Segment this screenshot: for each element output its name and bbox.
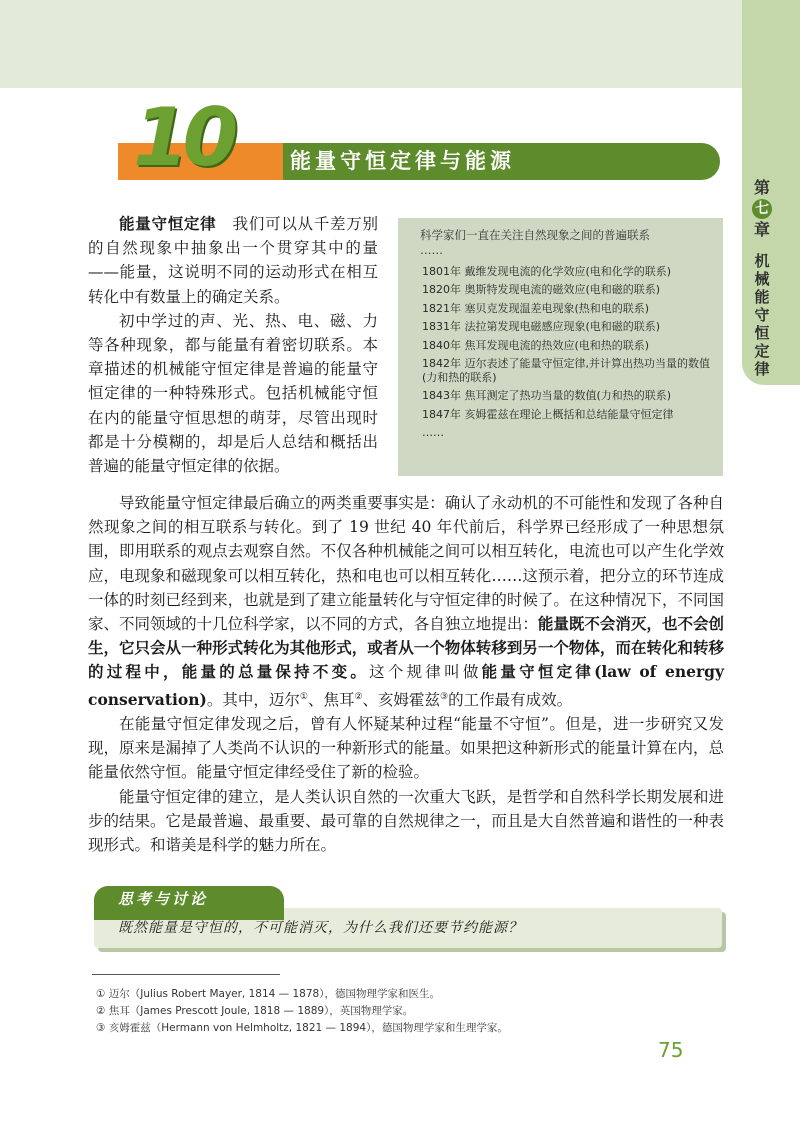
intro-paragraph-2: 初中学过的声、光、热、电、磁、力等各种现象，都与能量有着密切联系。本章描述的机械能守恒定律是普遍的能量守恒定律的一种特殊形式。包括机械能守恒在内的能量守恒思想的萌芽，尽管出现时都是十分模糊的，却是后人总结和概括出普遍的能量守恒定律的依据。 [88,311,378,476]
footnote-item: ③ 亥姆霍兹（Hermann von Helmholtz, 1821 — 1894），德国物理学家和生理学家。 [96,1022,508,1034]
main-p1-c: 。其中，迈尔 [206,690,300,709]
footnote-ref-3[interactable]: ③ [440,691,449,702]
timeline-item: 1831年 法拉第发现电磁感应现象(电和磁的联系) [422,320,661,333]
timeline-ellipsis-bottom: …… [422,426,444,439]
main-p1-e: 、亥姆霍兹 [362,690,441,709]
main-text [88,491,724,857]
side-chapter-number: 七 [752,199,772,219]
intro-paragraph-1 [88,212,378,309]
chapter-number: 10 [133,91,233,184]
page-number: 75 [658,1038,684,1062]
main-p1-b: 这个规律叫做 [369,663,482,682]
timeline-item: 1843年 焦耳测定了热功当量的数值(力和热的联系) [422,389,672,402]
main-p1-d: 、焦耳 [307,690,355,709]
timeline-heading [420,227,650,257]
timeline-item: 1801年 戴维发现电流的化学效应(电和化学的联系) [422,264,672,278]
law-term: 能量守恒定律(law of energy conservation) [88,662,724,709]
footnote-item: ② 焦耳（James Prescott Joule, 1818 — 1889），英国物理学家。 [96,1005,414,1017]
discussion-title: 思考与讨论 [118,890,209,908]
timeline-item: 1821年 塞贝克发现温差电现象(热和电的联系) [422,301,650,315]
footnote-ref-1[interactable]: ① [299,691,308,702]
main-p1-f: 的工作最有成效。 [448,690,573,709]
timeline-item: 1842年 迈尔表述了能量守恒定律,并计算出热功当量的数值(力和热的联系) [422,357,710,384]
side-chapter-label [752,178,772,240]
side-chapter-suffix: 章 [753,220,770,239]
timeline-item: 1840年 焦耳发现电流的热效应(电和热的联系) [422,338,650,352]
law-statement: 能量既不会消灭，也不会创生，它只会从一种形式转化为其他形式，或者从一个物体转移到另一个物体，而在转化和转移的过程中，能量的总量保持不变。 [88,614,724,682]
footnotes [96,986,508,1037]
timeline-list [422,262,722,442]
side-chapter-title: 机械能守恒定律 [754,252,770,378]
intro-p1-text: 我们可以从千差万别的自然现象中抽象出一个贯穿其中的量——能量，这说明不同的运动形式在相互转化中有数量上的确定关系。 [88,215,378,306]
chapter-title: 能量守恒定律与能源 [290,149,515,173]
main-paragraph-2: 在能量守恒定律发现之后，曾有人怀疑某种过程“能量不守恒”。但是，进一步研究又发现，原来是漏掉了人类尚不认识的一种新形式的能量。如果把这种新形式的能量计算在内，总能量依然守恒。能量守恒定律经受住了新的检验。 [88,714,724,782]
header-band [0,0,742,88]
discussion-question: 既然能量是守恒的，不可能消灭，为什么我们还要节约能源？ [118,920,523,936]
footnote-item: ① 迈尔（Julius Robert Mayer, 1814 — 1878），德国物理学家和医生。 [96,988,440,1000]
timeline-ellipsis-top: …… [420,243,443,257]
intro-text [88,212,378,478]
footnote-divider [92,974,280,975]
main-paragraph-3: 能量守恒定律的建立，是人类认识自然的一次重大飞跃，是哲学和自然科学长期发展和进步的结果。它是最普遍、最重要、最可靠的自然规律之一，而且是大自然普遍和谐性的一种表现形式。和谐美是科学的魅力所在。 [88,787,724,854]
main-p1-a: 导致能量守恒定律最后确立的两类重要事实是：确认了永动机的不可能性和发现了各种自然现象之间的相互联系与转化。到了 19 世纪 40 年代前后，科学界已经形成了一种思想氛围，即用联系的观点去观察自然。不仅各种机械能之间可以相互转化，电流也可以产生化学效应，电现象和磁现象可以相互转化，热和电也可以相互转化……这预示着，把分立的环节连成一体的时刻已经到来，也就是到了建立能量转化与守恒定律的时候了。在这种情况下，不同国家、不同领域的十几位科学家，以不同的方式，各自独立地提出： [88,494,724,634]
timeline-item: 1847年 亥姆霍兹在理论上概括和总结能量守恒定律 [422,407,674,421]
intro-term: 能量守恒定律 [119,215,217,233]
footnote-ref-2[interactable]: ② [354,691,363,702]
timeline-item: 1820年 奥斯特发现电流的磁效应(电和磁的联系) [422,283,661,296]
side-chapter-prefix: 第 [753,178,770,197]
timeline-heading-text: 科学家们一直在关注自然现象之间的普遍联系 [420,228,650,242]
main-paragraph-1 [88,491,724,712]
